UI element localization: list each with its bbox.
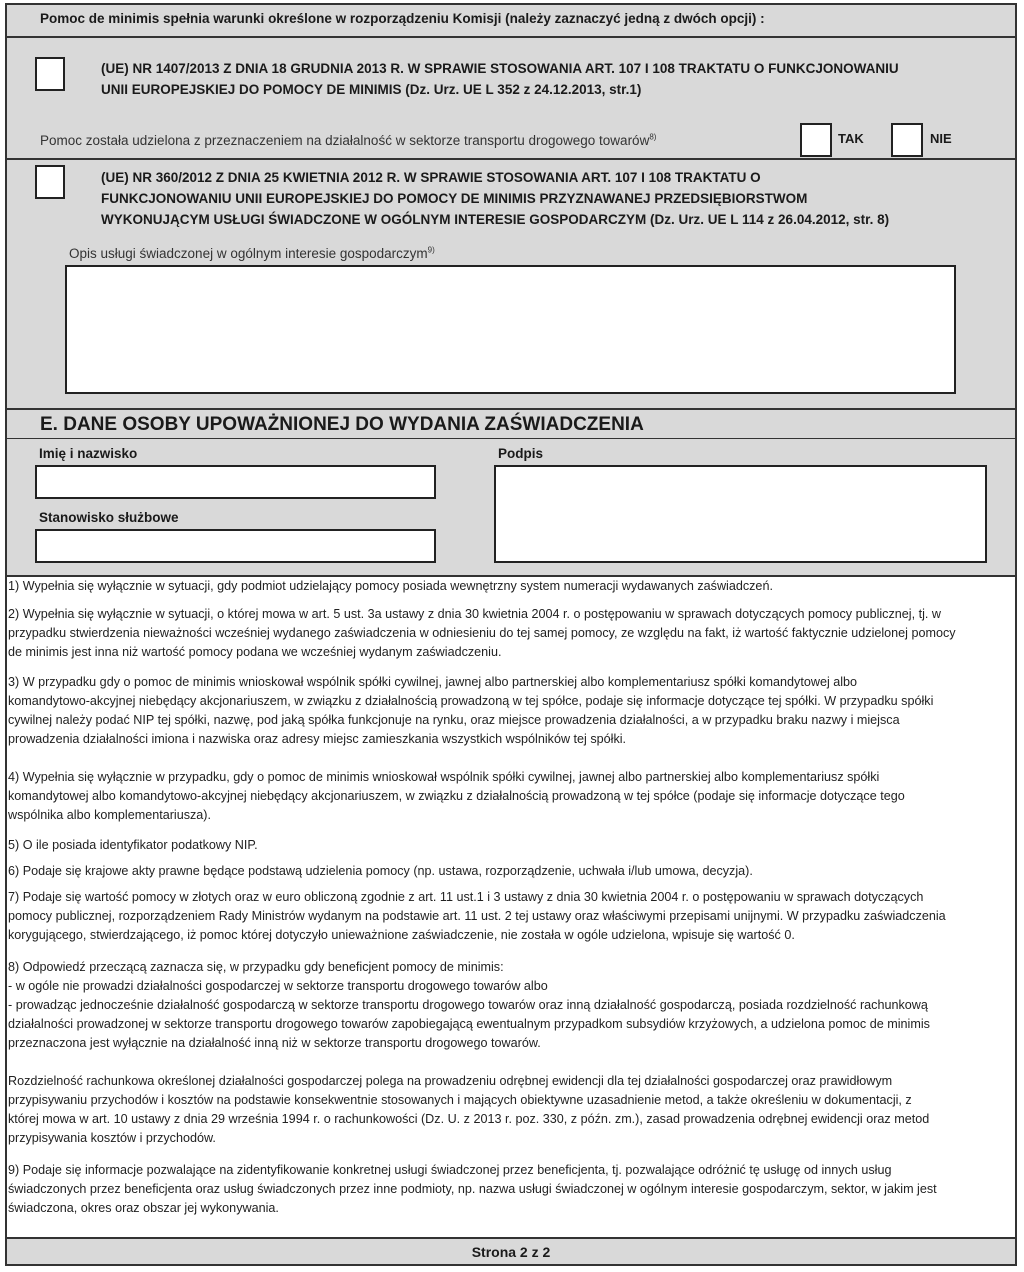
transport-yes-label: TAK xyxy=(838,131,864,146)
page-number: Strona 2 z 2 xyxy=(471,1244,551,1260)
signature-field[interactable] xyxy=(494,465,987,563)
option2-checkbox[interactable] xyxy=(35,165,65,199)
footnote-3: 3) W przypadku gdy o pomoc de minimis wnioskował wspólnik spółki cywilnej, jawnej albo partnerskiej albo komplementariusz spółki komandytowej albo komandytowo-akcyjnej niebędący akcjonariuszem, w związku z działalnością prowadzoną w tej spółce, podaje się informacje dotyczące tej spółki. W przypadku spółki cywilnej należy podać NIP tej spółki, nazwę, pod jaką spółka funkcjonuje na rynku, oraz miejsce prowadzenia działalności, a w przypadku braku nazwy i miejsca prowadzenia działalności imiona i nazwiska oraz adresy miejsc zamieszkania wszystkich wspólników tej spółki. xyxy=(8,675,934,746)
name-field[interactable] xyxy=(35,465,436,499)
option2-title-line1: (UE) NR 360/2012 Z DNIA 25 KWIETNIA 2012 R. W SPRAWIE STOSOWANIA ART. 107 I 108 TRAKTATU O xyxy=(101,170,761,185)
footnote-ref: 8) xyxy=(649,132,657,142)
footnote-8: 8) Odpowiedź przeczącą zaznacza się, w przypadku gdy beneficjent pomocy de minimis: - w ogóle nie prowadzi działalności gospodarczej w sektorze transportu drogowego towarów albo - prowadząc jednocześnie działalność gospodarczą w sektorze transportu drogowego towarów oraz inną działalność gospodarczą, posiada rozdzielność rachunkową działalności prowadzonej w sektorze transportu drogowego towarów zapobiegającą ewentualnym przypadkom subsydiów krzyżowych, a udzielona pomoc de minimis przeznaczona jest wyłącznie na działalność inną niż w sektorze transportu drogowego towarów. xyxy=(8,960,930,1050)
option2-title-line2: FUNKCJONOWANIU UNII EUROPEJSKIEJ DO POMOCY DE MINIMIS PRZYZNAWANEJ PRZEDSIĘBIORSTWOM xyxy=(101,191,808,206)
footnote-6: 6) Podaje się krajowe akty prawne będące podstawą udzielenia pomocy (np. ustawa, rozporządzenie, uchwała i/lub umowa, decyzja). xyxy=(8,864,753,878)
option1-title-line1: (UE) NR 1407/2013 Z DNIA 18 GRUDNIA 2013 R. W SPRAWIE STOSOWANIA ART. 107 I 108 TRAKTATU O FUNKCJONOWANIU xyxy=(101,61,899,76)
section-e-title: E. DANE OSOBY UPOWAŻNIONEJ DO WYDANIA ZAŚWIADCZENIA xyxy=(40,414,644,435)
intro-text: Pomoc de minimis spełnia warunki określone w rozporządzeniu Komisji (należy zaznaczyć jedną z dwóch opcji) : xyxy=(40,11,765,26)
name-label: Imię i nazwisko xyxy=(39,446,138,461)
transport-question: Pomoc została udzielona z przeznaczeniem na działalność w sektorze transportu drogowego towarów$^{8)}$ xyxy=(40,132,657,148)
footnote-7: 7) Podaje się wartość pomocy w złotych oraz w euro obliczoną zgodnie z art. 11 ust.1 i 3 ustawy z dnia 30 kwietnia 2004 r. o postępowaniu w sprawach dotyczących pomocy publicznej, rozporządzeniem Rady Ministrów wydanym na podstawie art. 11 ust. 2 tej ustawy oraz właściwymi przepisami unijnymi. W przypadku zaświadczenia korygującego, stwierdzającego, iż pomoc której dotyczyło unieważnione zaświadczenie, nie została w ogóle udzielona, wpisuje się wartość 0. xyxy=(8,890,946,942)
footnote-5: 5) O ile posiada identyfikator podatkowy NIP. xyxy=(8,838,258,852)
transport-no-checkbox[interactable] xyxy=(891,123,923,157)
footnote-8-continued: Rozdzielność rachunkowa określonej działalności gospodarczej polega na prowadzeniu odrębnej ewidencji dla tej działalności gospodarczej oraz prawidłowym przypisywaniu przychodów i kosztów na podstawie konsekwentnie stosowanych i mających obiektywne uzasadnienie metod, a także określeniu w dokumentacji, z której mowa w art. 10 ustawy z dnia 29 września 1994 r. o rachunkowości (Dz. U. z 2013 r. poz. 330, z późn. zm.), zasad prowadzenia odrębnej ewidencji oraz metod przypisywania kosztów i przychodów. xyxy=(8,1074,930,1145)
transport-yes-checkbox[interactable] xyxy=(800,123,832,157)
footnote-ref: 9) xyxy=(427,245,435,255)
option2-title-line3: WYKONUJĄCYM USŁUGI ŚWIADCZONE W OGÓLNYM INTERESIE GOSPODARCZYM (Dz. Urz. UE L 114 z 26.04.2012, str. 8) xyxy=(101,212,890,227)
footnote-4: 4) Wypełnia się wyłącznie w przypadku, gdy o pomoc de minimis wnioskował wspólnik spółki cywilnej, jawnej albo partnerskiej albo komplementariusz spółki komandytowej albo komandytowo-akcyjnej niebędący akcjonariuszem, w związku z działalnością prowadzoną w tej spółce (podaje się informacje dotyczące tego wspólnika albo komplementariusza). xyxy=(8,770,905,822)
position-label: Stanowisko służbowe xyxy=(39,510,179,525)
service-description-label: Opis usługi świadczonej w ogólnym interesie gospodarczym$^{9)}$ xyxy=(69,245,435,261)
transport-no-label: NIE xyxy=(930,131,952,146)
footnote-1: 1) Wypełnia się wyłącznie w sytuacji, gdy podmiot udzielający pomocy posiada wewnętrzny system numeracji wydawanych zaświadczeń. xyxy=(8,579,773,593)
position-field[interactable] xyxy=(35,529,436,563)
option1-checkbox[interactable] xyxy=(35,57,65,91)
service-description-field[interactable] xyxy=(65,265,956,394)
signature-label: Podpis xyxy=(498,446,544,461)
footnote-9: 9) Podaje się informacje pozwalające na zidentyfikowanie konkretnej usługi świadczonej przez beneficjenta, tj. pozwalające odróżnić tę usługę od innych usług świadczonych przez beneficjenta oraz usług świadczonych przez inne podmioty, np. nazwa usługi świadczonej w ogólnym interesie gospodarczym, sektor, w jakim jest świadczona, okres oraz obszar jej wykonywania. xyxy=(8,1163,937,1215)
option1-title-line2: UNII EUROPEJSKIEJ DO POMOCY DE MINIMIS (Dz. Urz. UE L 352 z 24.12.2013, str.1) xyxy=(101,82,642,97)
footnote-2: 2) Wypełnia się wyłącznie w sytuacji, o której mowa w art. 5 ust. 3a ustawy z dnia 30 kwietnia 2004 r. o postępowaniu w sprawach dotyczących pomocy publicznej, tj. w przypadku stwierdzenia nieważności wcześniej wydanego zaświadczenia w odniesieniu do tej samej pomocy, ze względu na fakt, iż wartość faktycznie udzielonej pomocy de minimis jest inna niż wartość pomocy podana we wcześniej wydanym zaświadczeniu. xyxy=(8,607,956,659)
